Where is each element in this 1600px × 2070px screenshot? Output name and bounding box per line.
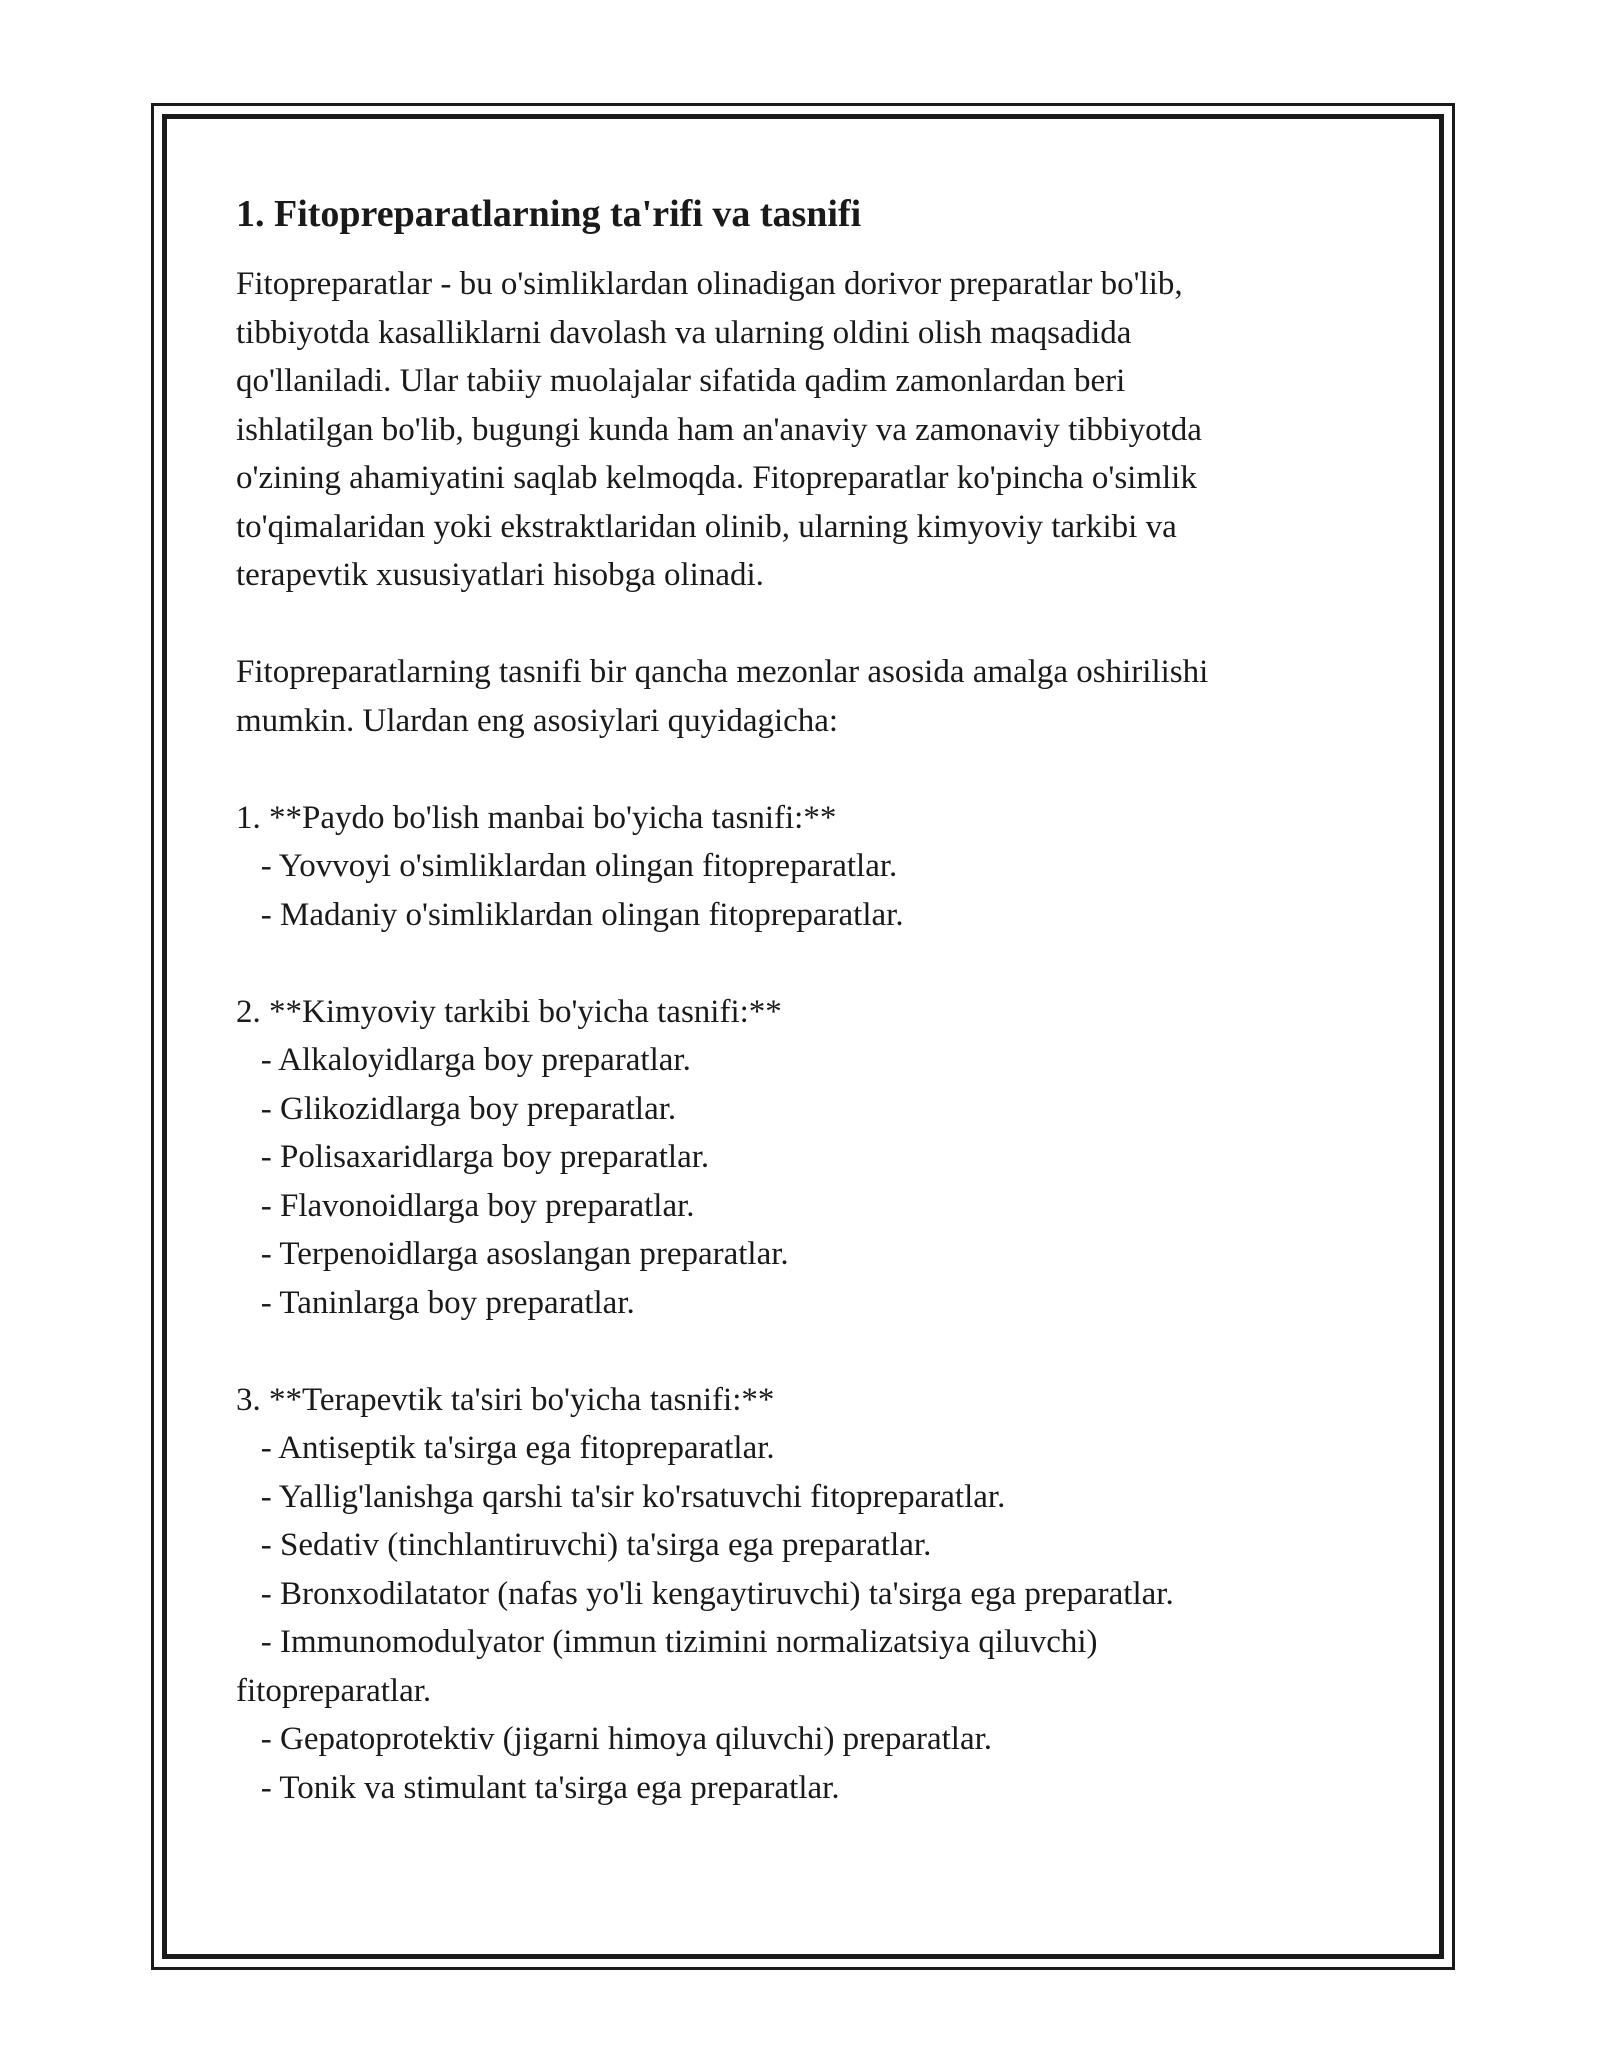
list-item: - Tonik va stimulant ta'sirga ega preparatlar. [236,1769,840,1806]
list-item: - Antiseptik ta'sirga ega fitopreparatlar. [236,1430,775,1466]
list-item: - Polisaxaridlarga boy preparatlar. [236,1139,710,1175]
intro-line: Fitopreparatlar - bu o'simliklardan olinadigan dorivor preparatlar bo'lib, [236,266,1183,302]
intro-line: terapevtik xususiyatlari hisobga olinadi. [236,557,764,593]
list-item: - Yallig'lanishga qarshi ta'sir ko'rsatuvchi fitopreparatlar. [236,1478,1006,1515]
list-item: - Glikozidlarga boy preparatlar. [236,1090,677,1127]
list-item: - Sedativ (tinchlantiruvchi) ta'sirga ega preparatlar. [236,1527,932,1563]
intro-line: o'zining ahamiyatini saqlab kelmoqda. Fitopreparatlar ko'pincha o'simlik [236,460,1197,496]
intro-line: qo'llaniladi. Ular tabiiy muolajalar sifatida qadim zamonlardan beri [236,363,1126,399]
list-section-title: 1. **Paydo bo'lish manbai bo'yicha tasnifi:** [236,799,837,836]
list-item: - Yovvoyi o'simliklardan olingan fitopreparatlar. [236,848,898,884]
list-section-source [236,794,1356,940]
list-item: - Flavonoidlarga boy preparatlar. [236,1187,695,1224]
list-section-chemical [236,988,1356,1328]
classification-paragraph [236,648,1356,745]
list-item: - Alkaloyidlarga boy preparatlar. [236,1042,691,1078]
list-item: - Bronxodilatator (nafas yo'li kengaytiruvchi) ta'sirga ega preparatlar. [236,1575,1174,1612]
list-item: - Madaniy o'simliklardan olingan fitopreparatlar. [236,896,904,933]
section-heading: 1. Fitopreparatlarning ta'rifi va tasnifi [236,193,862,235]
list-item: - Gepatoprotektiv (jigarni himoya qiluvchi) preparatlar. [236,1721,993,1757]
document-body [236,188,1356,1812]
classification-line: mumkin. Ulardan eng asosiylari quyidagicha: [236,702,839,739]
intro-line: to'qimalaridan yoki ekstraktlaridan olinib, ularning kimyoviy tarkibi va [236,508,1177,545]
list-item: - Immunomodulyator (immun tizimini normalizatsiya qiluvchi) [236,1624,1098,1660]
list-section-title: 3. **Terapevtik ta'siri bo'yicha tasnifi:** [236,1381,775,1418]
list-section-title: 2. **Kimyoviy tarkibi bo'yicha tasnifi:** [236,993,782,1030]
list-item: - Terpenoidlarga asoslangan preparatlar. [236,1236,789,1272]
list-item: fitopreparatlar. [236,1672,432,1709]
classification-line: Fitopreparatlarning tasnifi bir qancha mezonlar asosida amalga oshirilishi [236,654,1209,690]
intro-paragraph [236,260,1356,600]
list-section-therapeutic [236,1376,1356,1813]
intro-line: ishlatilgan bo'lib, bugungi kunda ham an'anaviy va zamonaviy tibbiyotda [236,411,1202,448]
list-item: - Taninlarga boy preparatlar. [236,1284,635,1321]
intro-line: tibbiyotda kasalliklarni davolash va ularning oldini olish maqsadida [236,314,1132,351]
